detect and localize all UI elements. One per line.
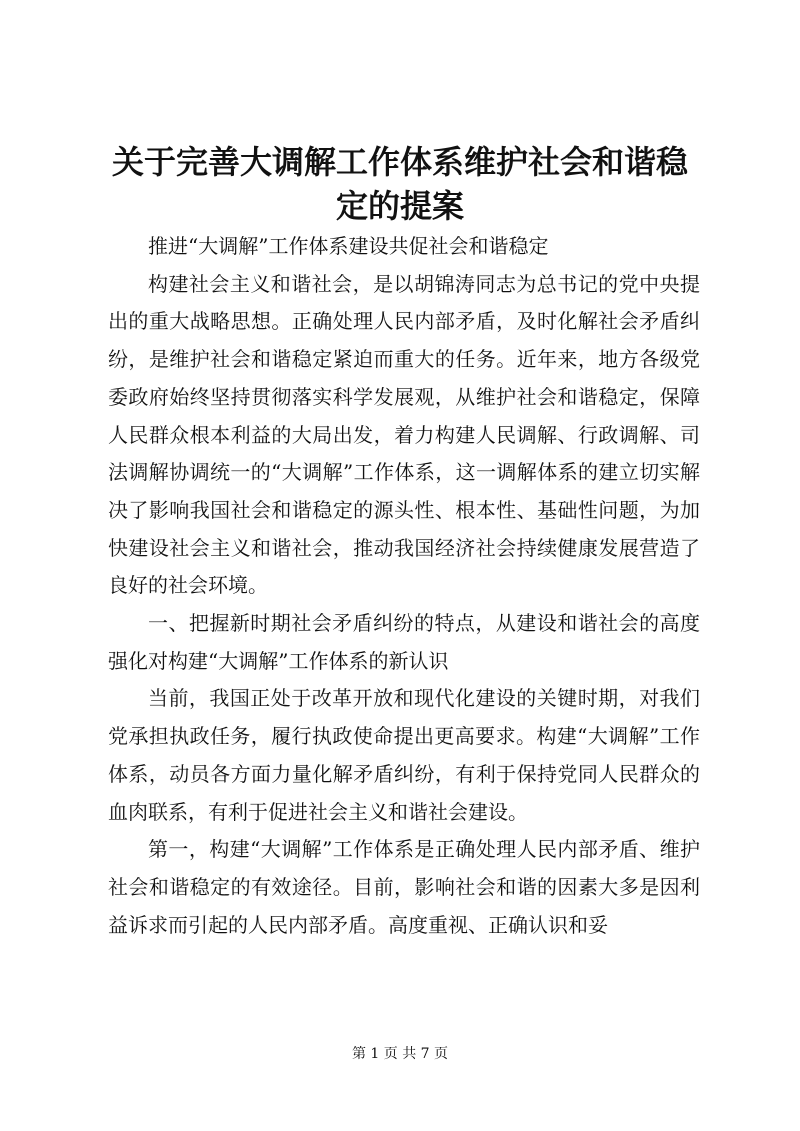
page-footer: 第 1 页 共 7 页 [351, 1046, 449, 1062]
paragraph: 第一，构建“大调解”工作体系是正确处理人民内部矛盾、维护社会和谐稳定的有效途径。目前，影响社会和谐的因素大多是因利益诉求而引起的人民内部矛盾。高度重视、正确认识和妥 [108, 837, 700, 937]
paragraph-heading: 一、把握新时期社会矛盾纠纷的特点，从建设和谐社会的高度强化对构建“大调解”工作体系的新认识 [108, 611, 700, 673]
paragraph: 构建社会主义和谐社会，是以胡锦涛同志为总书记的党中央提出的重大战略思想。正确处理人民内部矛盾，及时化解社会矛盾纠纷，是维护社会和谐稳定紧迫而重大的任务。近年来，地方各级党委政府始终坚持贯彻落实科学发展观，从维护社会和谐稳定，保障人民群众根本利益的大局出发，着力构建人民调解、行政调解、司法调解协调统一的“大调解”工作体系，这一调解体系的建立切实解决了影响我国社会和谐稳定的源头性、根本性、基础性问题，为加快建设社会主义和谐社会，推动我国经济社会持续健康发展营造了良好的社会环境。 [108, 271, 700, 598]
paragraph: 当前，我国正处于改革开放和现代化建设的关键时期，对我们党承担执政任务，履行执政使命提出更高要求。构建“大调解”工作体系，动员各方面力量化解矛盾纠纷，有利于保持党同人民群众的血肉联系，有利于促进社会主义和谐社会建设。 [108, 686, 700, 824]
document-title: 关于完善大调解工作体系维护社会和谐稳定的提案 [111, 143, 688, 225]
paragraph-subtitle: 推进“大调解”工作体系建设共促社会和谐稳定 [148, 234, 549, 258]
document-body [108, 228, 700, 944]
